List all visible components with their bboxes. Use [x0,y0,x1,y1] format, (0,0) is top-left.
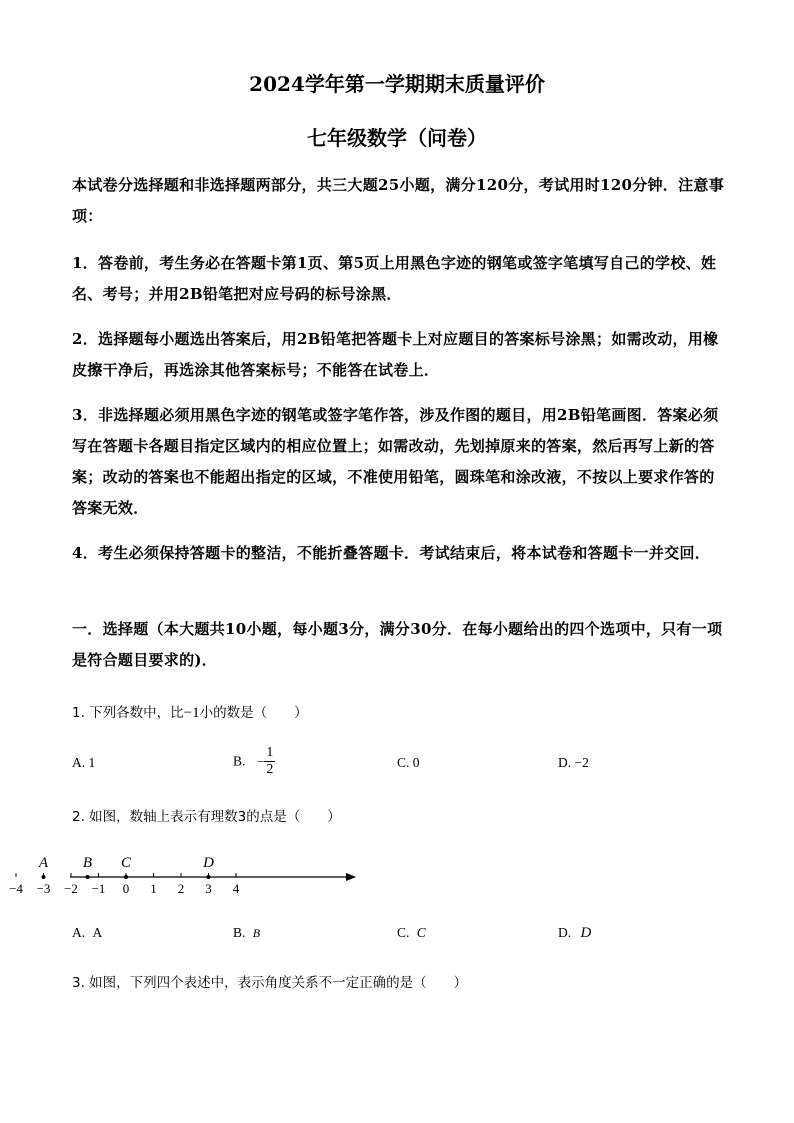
section1-heading: 一．选择题（本大题共10小题，每小题3分，满分30分．在每小题给出的四个选项中，只有一项是符合题目要求的)． [72,620,723,669]
tick-label: 0 [122,881,130,896]
q2-option-b-label: B. [233,925,246,940]
tick-label: −2 [64,881,78,896]
point-group [38,855,214,879]
exam-subtitle: 七年级数学（问卷） [307,126,487,150]
tick-label: −1 [91,881,106,896]
note-3: 3．非选择题必须用黑色字迹的钢笔或签字笔作答，涉及作图的题目，用2B铅笔画图．答案必须写在答题卡各题目指定区域内的相应位置上；如需改动，先划掉原来的答案，然后再写上新的答案；改动的答案也不能超出指定的区域，不准使用铅笔，圆珠笔和涂改液，不按以上要求作答的答案无效． [72,406,719,517]
q2-option-a-label: A. [72,925,86,940]
point-c-label: C [120,855,132,871]
question-1-stem [72,701,308,722]
q2-option-d-label: D. [558,925,572,940]
point-b-dot [86,875,90,879]
exam-title: 2024学年第一学期期末质量评价 [249,72,545,96]
intro-lead: 本试卷分选择题和非选择题两部分，共三大题25小题，满分120分，考试用时120分钟．注意事项： [72,176,724,225]
q2-option-c[interactable] [397,925,426,941]
q2-option-a[interactable] [72,925,102,941]
q2-option-a-value: A [92,925,103,940]
arrow-right-icon [346,873,356,881]
question-3-stem: 3. 如图，下列四个表述中，表示角度关系不一定正确的是（ ） [72,975,468,991]
tick-label: 2 [177,881,185,896]
point-a-label: A [38,855,49,871]
tick-label: 4 [232,881,240,896]
q2-option-b[interactable] [233,925,260,941]
q1-option-c[interactable]: C. 0 [397,755,420,770]
question-1-suffix: 小的数是（ ） [199,705,308,721]
point-d-label: D [203,855,214,871]
q1-option-b[interactable] [233,745,275,778]
tick-label: −4 [9,881,23,896]
q2-option-c-value: C [416,925,426,940]
q1-option-d[interactable]: D. −2 [558,755,589,770]
point-a-dot [42,875,46,879]
q2-option-d-value: D [580,925,592,941]
question-1-prefix: 1. 下列各数中，比 [72,705,184,721]
number-line-figure [9,845,364,897]
note-4: 4．考生必须保持答题卡的整洁，不能折叠答题卡．考试结束后，将本试卷和答题卡一并交回． [72,544,711,562]
q1-option-b-label: B. [233,753,246,769]
point-c-dot [124,875,128,879]
question-2-stem: 2. 如图，数轴上表示有理数3的点是（ ） [72,809,341,825]
q1-option-a[interactable]: A. 1 [72,755,96,770]
q2-option-d[interactable] [558,925,591,942]
note-2: 2．选择题每小题选出答案后，用2B铅笔把答题卡上对应题目的答案标号涂黑；如需改动，用橡皮擦干净后，再选涂其他答案标号；不能答在试卷上． [72,330,719,379]
q1-option-b-fraction [264,745,275,778]
point-b-label: B [82,855,93,871]
tick-label: 1 [150,881,157,896]
q2-option-b-value: B [252,926,261,940]
tick-label: 3 [205,881,212,896]
tick-label: −3 [36,881,51,896]
q1-option-b-sign: − [256,753,265,769]
question-1-math: −1 [183,705,200,721]
fraction-numerator: 1 [266,745,274,760]
point-d-dot [207,875,211,879]
q2-option-c-label: C. [397,925,410,940]
note-1: 1．答卷前，考生务必在答题卡第1页、第5页上用黑色字迹的钢笔或签字笔填写自己的学校、姓名、考号；并用2B铅笔把对应号码的标号涂黑． [72,254,717,303]
fraction-denominator: 2 [266,762,274,777]
